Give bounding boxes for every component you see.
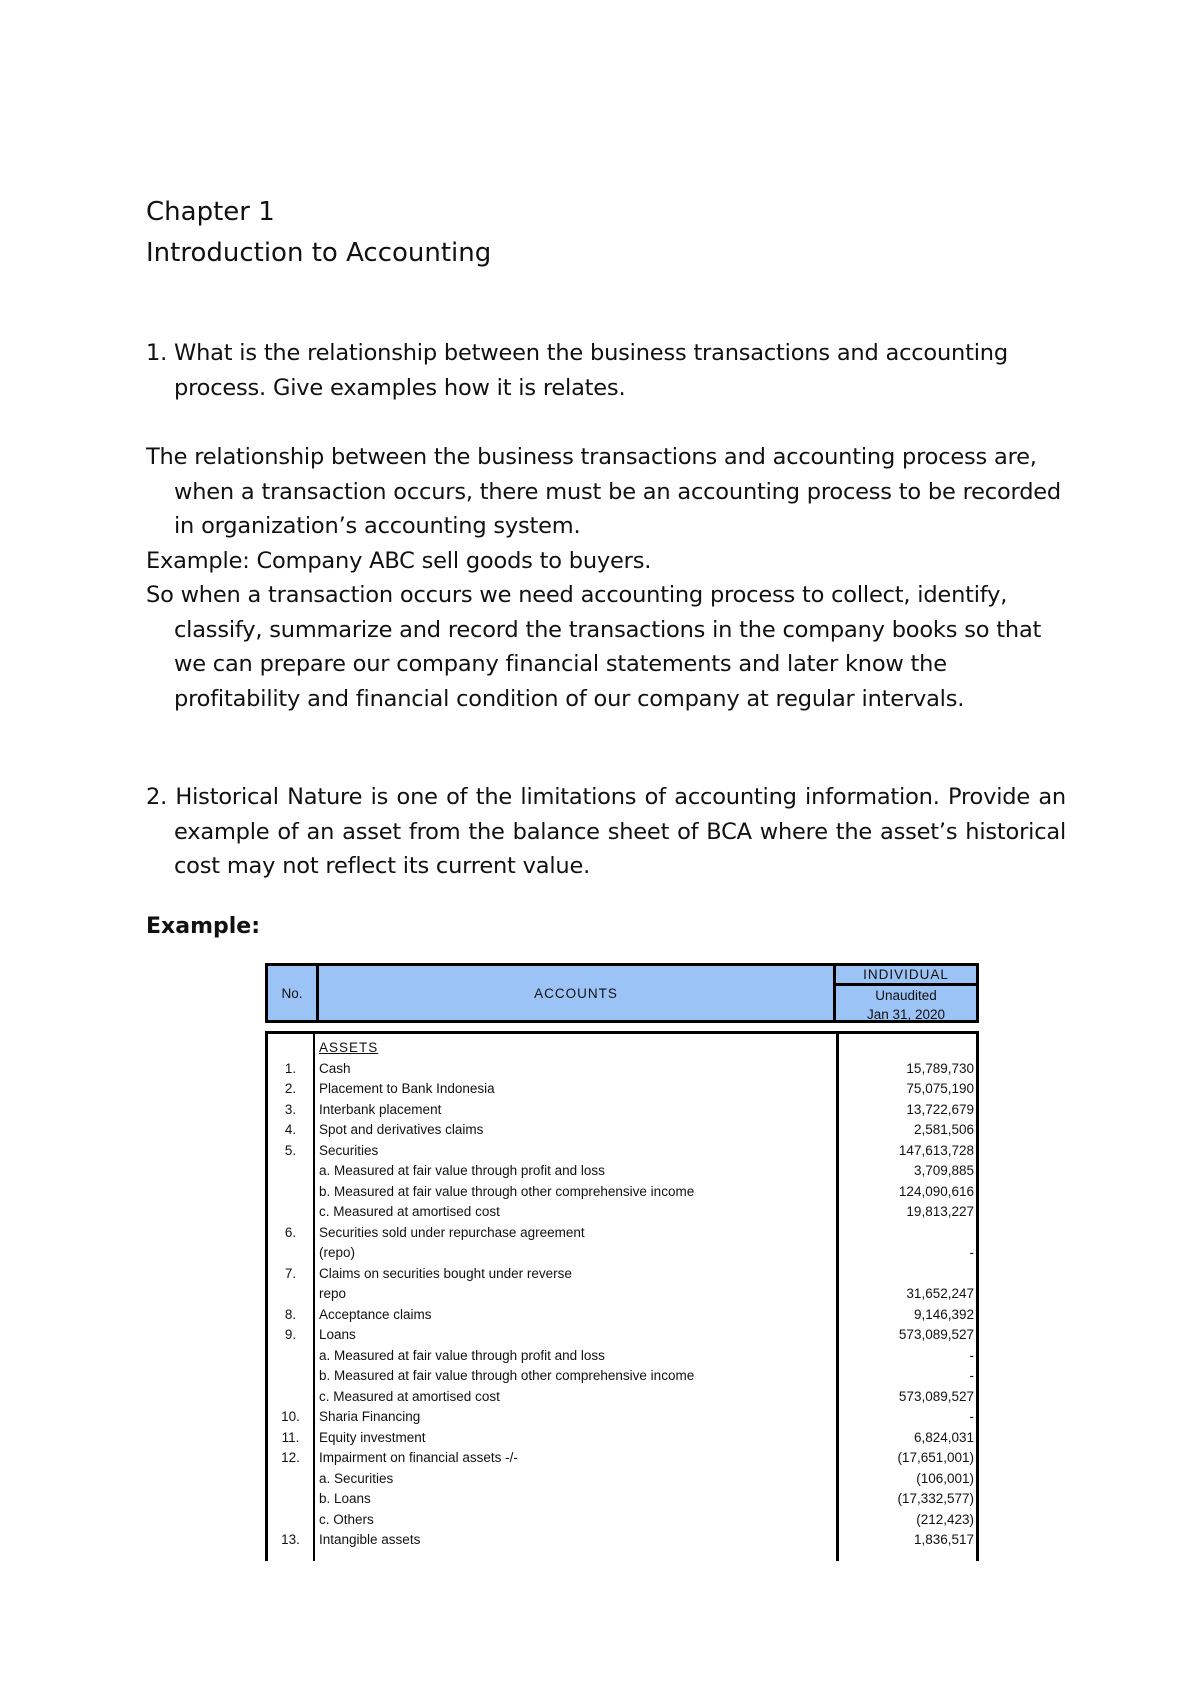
row-number xyxy=(268,1366,313,1387)
row-number: 8. xyxy=(284,1306,297,1322)
row-number: 12. xyxy=(281,1450,300,1465)
section-row xyxy=(268,1038,976,1059)
row-account: Securities xyxy=(319,1142,379,1158)
table-row xyxy=(268,1346,976,1367)
row-account: c. Measured at amortised cost xyxy=(319,1204,500,1219)
row-value: 3,709,885 xyxy=(913,1163,974,1178)
row-account: Cash xyxy=(319,1060,351,1076)
table-row xyxy=(268,1264,976,1285)
row-value: (212,423) xyxy=(916,1511,974,1527)
row-account: repo xyxy=(319,1286,347,1301)
row-account: Interbank placement xyxy=(319,1101,442,1117)
example-label: Example: xyxy=(146,914,260,939)
row-number xyxy=(268,1387,313,1408)
row-value: - xyxy=(969,1409,974,1424)
balance-sheet-body xyxy=(265,1031,979,1561)
table-row xyxy=(268,1530,976,1551)
row-number xyxy=(268,1346,313,1367)
balance-sheet-header xyxy=(265,963,979,1023)
table-row xyxy=(268,1059,976,1080)
row-number xyxy=(268,1469,313,1490)
table-row xyxy=(268,1305,976,1326)
header-period xyxy=(836,986,976,1024)
row-value: - xyxy=(969,1347,974,1363)
row-value: (17,332,577) xyxy=(897,1491,974,1506)
row-number xyxy=(268,1510,313,1531)
row-value: (17,651,001) xyxy=(897,1450,974,1465)
row-number: 10. xyxy=(281,1409,300,1424)
table-row xyxy=(268,1489,976,1510)
section-label: ASSETS xyxy=(319,1040,379,1055)
question-1-text: 1. What is the relationship between the business transactions and accounting process. Give examples how it is relates. xyxy=(146,340,1008,401)
row-number: 7. xyxy=(284,1265,297,1281)
row-account: a. Securities xyxy=(319,1470,394,1486)
table-row xyxy=(268,1161,976,1182)
chapter-heading xyxy=(146,192,491,274)
header-unaudited: Unaudited xyxy=(875,988,937,1003)
row-value: - xyxy=(969,1245,974,1260)
row-number xyxy=(268,1161,313,1182)
row-account: Securities sold under repurchase agreement xyxy=(319,1224,585,1240)
row-value: 75,075,190 xyxy=(906,1081,974,1096)
table-row xyxy=(268,1325,976,1346)
row-value: 573,089,527 xyxy=(898,1388,974,1404)
table-row xyxy=(268,1243,976,1264)
question-1 xyxy=(146,336,1066,405)
table-row xyxy=(268,1510,976,1531)
row-account: Sharia Financing xyxy=(319,1409,421,1424)
table-row xyxy=(268,1202,976,1223)
row-account: Loans xyxy=(319,1327,356,1342)
row-account: b. Measured at fair value through other comprehensive income xyxy=(319,1183,695,1199)
row-value: - xyxy=(969,1368,974,1383)
row-account: Intangible assets xyxy=(319,1532,421,1547)
row-value: 573,089,527 xyxy=(898,1327,974,1342)
table-row xyxy=(268,1428,976,1449)
row-value: 124,090,616 xyxy=(898,1183,974,1199)
chapter-number: Chapter 1 xyxy=(146,197,275,227)
row-value: 19,813,227 xyxy=(906,1204,974,1219)
table-row xyxy=(268,1448,976,1469)
row-value: 9,146,392 xyxy=(913,1306,974,1322)
row-value: 15,789,730 xyxy=(906,1060,974,1076)
row-account: c. Others xyxy=(319,1511,374,1527)
row-account: Equity investment xyxy=(319,1429,426,1445)
row-number: 4. xyxy=(284,1122,297,1137)
row-number: 1. xyxy=(284,1060,297,1076)
row-number xyxy=(268,1489,313,1510)
row-value xyxy=(836,1264,976,1285)
row-number xyxy=(268,1182,313,1203)
answer-1-example: Example: Company ABC sell goods to buyers. xyxy=(146,547,652,574)
answer-1-paragraph-2: So when a transaction occurs we need accounting process to collect, identify, classify, summarize and record the transactions in the company books so that we can prepare our company financial statements and later know the profitability and financial condition of our company at regular intervals. xyxy=(146,582,1042,712)
table-row xyxy=(268,1284,976,1305)
row-account: a. Measured at fair value through profit and loss xyxy=(319,1347,605,1363)
row-account: Impairment on financial assets -/- xyxy=(319,1450,518,1465)
row-number: 6. xyxy=(284,1224,297,1240)
row-value: 13,722,679 xyxy=(906,1101,974,1117)
table-row xyxy=(268,1469,976,1490)
table-row xyxy=(268,1182,976,1203)
row-value xyxy=(836,1223,976,1244)
row-value: 147,613,728 xyxy=(898,1142,974,1158)
row-number: 13. xyxy=(281,1532,300,1547)
question-2 xyxy=(146,780,1066,884)
answer-1-paragraph-1: The relationship between the business transactions and accounting process are, when a transaction occurs, there must be an accounting process to be recorded in organization’s accounting system. xyxy=(146,444,1061,539)
row-number: 5. xyxy=(284,1142,297,1158)
row-account: Spot and derivatives claims xyxy=(319,1122,484,1137)
row-number: 9. xyxy=(284,1327,297,1342)
row-account: b. Loans xyxy=(319,1491,371,1506)
answer-1 xyxy=(146,440,1066,716)
table-row xyxy=(268,1120,976,1141)
table-row xyxy=(268,1366,976,1387)
table-row xyxy=(268,1223,976,1244)
row-account: (repo) xyxy=(319,1245,356,1260)
table-row xyxy=(268,1079,976,1100)
row-number xyxy=(268,1202,313,1223)
table-row xyxy=(268,1387,976,1408)
row-number xyxy=(268,1284,313,1305)
header-individual xyxy=(836,966,976,1020)
row-account: Claims on securities bought under reverse xyxy=(319,1265,572,1281)
header-individual-label: INDIVIDUAL xyxy=(836,966,976,986)
header-no: No. xyxy=(268,966,319,1020)
table-row xyxy=(268,1407,976,1428)
row-value: 6,824,031 xyxy=(913,1429,974,1445)
question-2-text: 2. Historical Nature is one of the limitations of accounting information. Provide an example of an asset from the balance sheet of BCA where the asset’s historical cost may not reflect its current value. xyxy=(146,784,1066,879)
row-value: (106,001) xyxy=(916,1470,974,1486)
row-value: 2,581,506 xyxy=(913,1122,974,1137)
row-number: 11. xyxy=(281,1429,300,1445)
chapter-title: Introduction to Accounting xyxy=(146,238,492,268)
table-row xyxy=(268,1141,976,1162)
row-account: a. Measured at fair value through profit and loss xyxy=(319,1163,605,1178)
row-account: c. Measured at amortised cost xyxy=(319,1388,500,1404)
row-number xyxy=(268,1243,313,1264)
row-number: 3. xyxy=(284,1101,297,1117)
row-value: 1,836,517 xyxy=(913,1532,974,1547)
row-account: Acceptance claims xyxy=(319,1306,432,1322)
header-date: Jan 31, 2020 xyxy=(866,1007,946,1022)
row-account: b. Measured at fair value through other comprehensive income xyxy=(319,1368,695,1383)
table-row xyxy=(268,1100,976,1121)
balance-sheet-rows xyxy=(268,1038,976,1551)
row-value: 31,652,247 xyxy=(906,1286,974,1301)
row-account: Placement to Bank Indonesia xyxy=(319,1081,495,1096)
header-accounts: ACCOUNTS xyxy=(319,966,836,1020)
row-number: 2. xyxy=(284,1081,297,1096)
